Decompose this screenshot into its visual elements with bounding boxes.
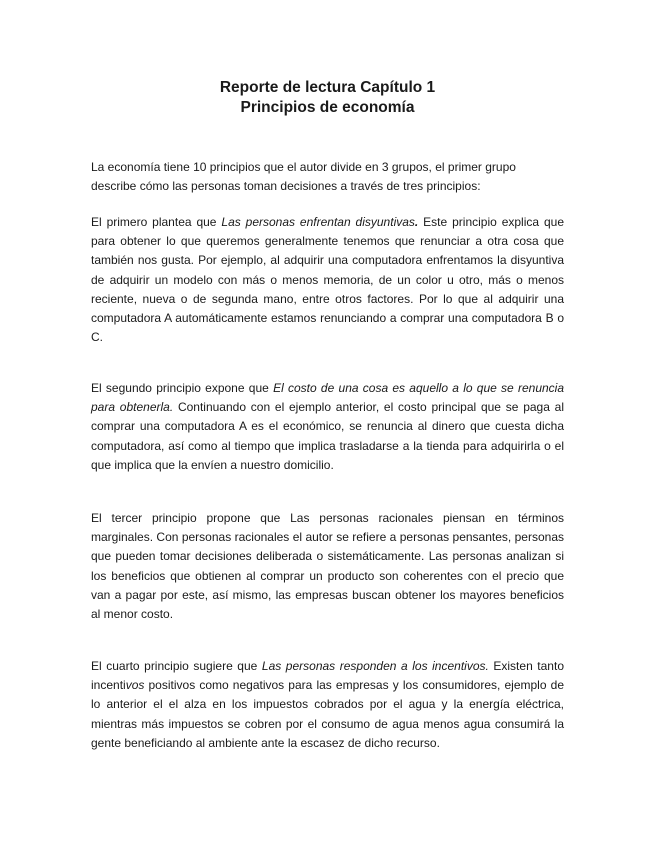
paragraph-fourth-principle-emphasis: Las personas responden a los incentivos. <box>261 659 489 673</box>
paragraph-second-principle <box>91 379 564 475</box>
paragraph-third-principle-text: El tercer principio propone que Las personas racionales piensan en términos marginales. Con personas racionales el autor se refiere a personas pensantes, personas que pueden tomar decisiones deliberada o sistemáticamente. Las personas analizan si los beneficios que obtienen al comprar un producto son coherentes con el precio que van a pagar por este, así mismo, las empresas buscan obtener los mayores beneficios al menor costo. <box>91 511 564 622</box>
paragraph-fourth-principle-body-b: positivos como negativos para las empresas y los consumidores, ejemplo de lo anterior el el alza en los impuestos cobrados por el agua y la energía eléctrica, mientras más impuestos se cobren por el consumo de agua menos agua consumirá la gente beneficiando al ambiente ante la escasez de dicho recurso. <box>91 678 564 750</box>
paragraph-first-principle <box>91 213 564 347</box>
title-line-2: Principios de economía <box>240 99 415 116</box>
page-title <box>0 78 655 118</box>
paragraph-second-principle-lead: El segundo principio expone que <box>91 381 274 395</box>
paragraph-fourth-principle-lead: El cuarto principio sugiere que <box>91 659 262 673</box>
title-line-1: Reporte de lectura Capítulo 1 <box>219 79 436 96</box>
paragraph-intro <box>91 158 564 196</box>
paragraph-second-principle-emphasis: El costo de una cosa es aquello a lo que se renuncia para obtenerla. <box>91 381 565 415</box>
paragraph-second-principle-body: Continuando con el ejemplo anterior, el costo principal que se paga al comprar una computadora A es el económico, se renuncia al dinero que cuesta dicha computadora, así como al tiempo que implica trasladarse a la tienda para adquirirla o el que implica que la envíen a nuestro domicilio. <box>91 400 564 472</box>
paragraph-first-principle-lead: El primero plantea que <box>91 215 222 229</box>
paragraph-third-principle <box>91 509 564 624</box>
paragraph-first-principle-body: Este principio explica que para obtener lo que queremos generalmente tenemos que renunciar a otra cosa que también nos gusta. Por ejemplo, al adquirir una computadora enfrentamos la disyuntiva de adquirir un modelo con más o menos memoria, de un color u otro, más o menos reciente, nueva o de segunda mano, entre otros factores. Por lo que al adquirir una computadora A automáticamente estamos renunciando a comprar una computadora B o C. <box>91 215 564 345</box>
paragraph-first-principle-period: . <box>414 215 419 229</box>
paragraph-intro-text: La economía tiene 10 principios que el autor divide en 3 grupos, el primer grupo describe cómo las personas toman decisiones a través de tres principios: <box>91 160 516 194</box>
paragraph-first-principle-emphasis: Las personas enfrentan disyuntivas <box>221 215 415 229</box>
paragraph-fourth-principle-body-a: Existen tanto incenti <box>91 659 564 693</box>
paragraph-fourth-principle-body-em: vos <box>125 678 145 693</box>
paragraph-fourth-principle <box>91 657 564 753</box>
